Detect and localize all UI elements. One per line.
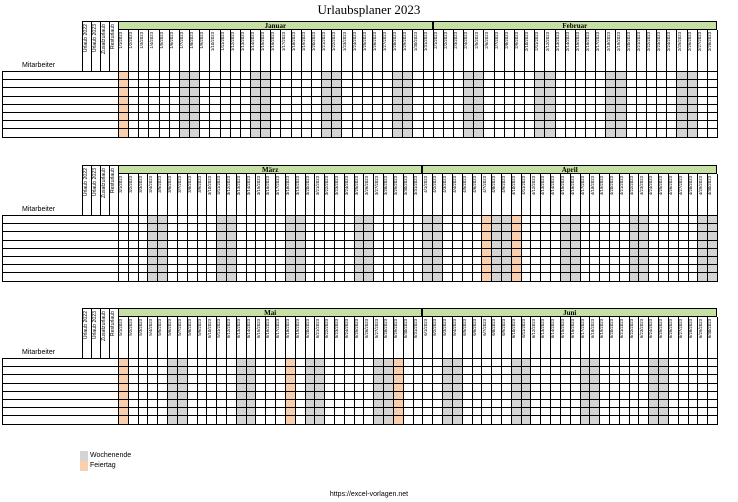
day-label: 1/2/2023	[128, 32, 134, 49]
day-label: 5/28/2023	[383, 319, 389, 339]
month-header: März	[118, 165, 422, 174]
row-line	[2, 383, 718, 384]
legend-holiday: Feiertag	[90, 462, 116, 469]
day-label: 4/3/2023	[442, 176, 448, 193]
day-label: 5/22/2023	[324, 319, 330, 339]
day-label: 6/15/2023	[560, 319, 566, 339]
day-label: 1/10/2023	[209, 32, 215, 52]
day-label: 1/28/2023	[392, 32, 398, 52]
day-label: 4/5/2023	[461, 176, 467, 193]
header-bottom-line	[82, 215, 718, 216]
day-label: 6/2/2023	[432, 319, 438, 336]
holiday-swatch	[80, 461, 88, 471]
row-line	[2, 407, 718, 408]
day-label: 2/7/2023	[493, 32, 499, 49]
day-label: 1/6/2023	[168, 32, 174, 49]
summary-column-label: Zusatzurlaub	[101, 168, 107, 198]
day-label: 2/24/2023	[666, 32, 672, 52]
row-line	[2, 128, 718, 129]
day-label: 2/2/2023	[443, 32, 449, 49]
day-label: 3/29/2023	[393, 176, 399, 196]
day-label: 5/20/2023	[304, 319, 310, 339]
day-label: 5/5/2023	[157, 319, 163, 336]
employee-row[interactable]	[2, 272, 82, 280]
planner-block	[0, 21, 738, 151]
day-label: 6/27/2023	[677, 319, 683, 339]
day-label: 1/5/2023	[158, 32, 164, 49]
day-label: 2/28/2023	[707, 32, 713, 52]
day-label: 5/6/2023	[167, 319, 173, 336]
day-label: 1/26/2023	[372, 32, 377, 52]
day-label: 2/13/2023	[554, 32, 560, 52]
day-label: 2/20/2023	[625, 32, 631, 52]
month-header: April	[422, 165, 717, 174]
employee-header: Mitarbeiter	[22, 349, 56, 356]
day-label: 6/12/2023	[530, 319, 536, 339]
month-header: Januar	[118, 21, 433, 30]
day-label: 3/28/2023	[383, 176, 389, 196]
employee-row[interactable]	[2, 87, 82, 95]
day-label: 4/29/2023	[697, 176, 703, 196]
day-label: 1/4/2023	[148, 32, 154, 49]
day-label: 3/24/2023	[344, 176, 350, 196]
day-label: 5/14/2023	[245, 319, 251, 339]
day-label: 6/1/2023	[422, 319, 428, 336]
day-label: 2/11/2023	[534, 32, 540, 51]
summary-column-label: Urlaub 2022	[83, 24, 89, 53]
day-label: 1/25/2023	[361, 32, 367, 52]
day-label: 6/11/2023	[520, 319, 526, 338]
day-label: 2/22/2023	[646, 32, 652, 52]
day-label: 5/8/2023	[186, 319, 192, 336]
summary-column-label: Urlaub 2023	[92, 168, 98, 197]
day-label: 4/23/2023	[638, 176, 644, 196]
day-label: 6/7/2023	[481, 319, 487, 336]
day-label: 6/13/2023	[540, 319, 546, 339]
employee-row[interactable]	[2, 358, 82, 366]
day-label: 5/13/2023	[236, 319, 242, 339]
employee-row[interactable]	[2, 256, 82, 264]
summary-column-label: Urlaub 2022	[83, 168, 89, 197]
employee-row[interactable]	[2, 112, 82, 120]
day-label: 2/8/2023	[503, 32, 509, 49]
employee-row[interactable]	[2, 383, 82, 391]
day-label: 6/4/2023	[452, 319, 458, 336]
row-line	[2, 272, 718, 273]
employee-row[interactable]	[2, 96, 82, 104]
day-label: 2/23/2023	[656, 32, 662, 52]
day-label: 5/18/2023	[285, 319, 291, 339]
day-label: 4/12/2023	[530, 176, 536, 196]
day-label: 4/17/2023	[579, 176, 585, 196]
row-line	[2, 120, 718, 121]
day-label: 3/9/2023	[196, 176, 202, 193]
day-label: 5/15/2023	[255, 319, 261, 339]
day-label: 3/2/2023	[128, 176, 134, 193]
month-header: Mai	[118, 308, 422, 317]
row-line	[2, 223, 718, 224]
employee-row[interactable]	[2, 407, 82, 415]
employee-row[interactable]	[2, 374, 82, 382]
day-label: 1/18/2023	[290, 32, 296, 52]
employee-row[interactable]	[2, 240, 82, 248]
day-label: 5/21/2023	[314, 319, 320, 339]
employee-row[interactable]	[2, 248, 82, 256]
day-label: 4/19/2023	[599, 176, 605, 196]
day-label: 2/10/2023	[524, 32, 530, 52]
day-label: 1/16/2023	[270, 32, 276, 52]
row-line	[2, 240, 718, 241]
day-label: 6/14/2023	[550, 319, 556, 339]
day-label: 2/12/2023	[544, 32, 550, 52]
day-label: 3/5/2023	[157, 176, 163, 193]
day-label: 3/8/2023	[186, 176, 192, 193]
employee-header: Mitarbeiter	[22, 62, 56, 69]
day-label: 5/16/2023	[265, 319, 271, 339]
day-label: 1/29/2023	[402, 32, 408, 52]
day-label: 6/17/2023	[579, 319, 585, 339]
day-label: 4/14/2023	[550, 176, 556, 196]
day-label: 3/14/2023	[245, 176, 251, 196]
day-label: 1/31/2023	[422, 32, 428, 52]
summary-column-label: Resturlaub	[110, 311, 116, 337]
day-label: 4/2/2023	[432, 176, 438, 193]
day-label: 6/16/2023	[569, 319, 575, 339]
employee-row[interactable]	[2, 120, 82, 128]
day-label: 3/19/2023	[294, 176, 300, 196]
day-label: 2/27/2023	[696, 32, 702, 52]
day-label: 4/16/2023	[569, 176, 575, 196]
day-label: 1/8/2023	[189, 32, 195, 49]
day-label: 6/5/2023	[461, 319, 467, 336]
day-label: 5/26/2023	[363, 319, 369, 339]
row-line	[2, 264, 718, 265]
day-label: 5/17/2023	[275, 319, 281, 339]
summary-column-label: Zusatzurlaub	[101, 311, 107, 341]
day-label: 2/16/2023	[585, 32, 591, 52]
day-label: 6/8/2023	[491, 319, 497, 336]
row-line	[2, 415, 718, 416]
day-label: 6/3/2023	[442, 319, 448, 336]
employee-row[interactable]	[2, 71, 82, 79]
employee-row[interactable]	[2, 264, 82, 272]
day-label: 1/27/2023	[382, 32, 388, 52]
day-label: 5/27/2023	[373, 319, 379, 339]
day-label: 3/20/2023	[304, 176, 310, 196]
row-line	[2, 248, 718, 249]
day-label: 2/1/2023	[432, 32, 438, 49]
day-label: 1/17/2023	[280, 32, 286, 52]
employee-row[interactable]	[2, 128, 82, 136]
day-label: 1/23/2023	[341, 32, 347, 52]
row-line	[2, 112, 718, 113]
row-line	[2, 87, 718, 88]
day-label: 3/23/2023	[334, 176, 340, 196]
day-label: 2/5/2023	[473, 32, 479, 49]
day-label: 6/9/2023	[501, 319, 507, 336]
header-top-line	[82, 165, 118, 166]
day-label: 3/27/2023	[373, 176, 379, 196]
day-label: 4/26/2023	[668, 176, 674, 196]
day-label: 1/19/2023	[300, 32, 306, 52]
row-line	[2, 79, 718, 80]
summary-column-label: Urlaub 2023	[92, 24, 98, 53]
day-label: 4/25/2023	[658, 176, 664, 196]
legend-weekend: Wochenende	[90, 452, 132, 459]
day-label: 3/18/2023	[285, 176, 291, 196]
day-label: 2/9/2023	[514, 32, 520, 49]
day-label: 4/28/2023	[687, 176, 693, 196]
row-line	[2, 399, 718, 400]
day-label: 4/11/2023	[520, 176, 526, 195]
day-label: 3/30/2023	[402, 176, 408, 196]
day-label: 2/18/2023	[605, 32, 611, 52]
day-label: 3/6/2023	[167, 176, 173, 193]
day-label: 4/24/2023	[648, 176, 654, 196]
row-line	[2, 104, 718, 105]
day-label: 3/1/2023	[118, 176, 124, 193]
day-label: 3/17/2023	[275, 176, 281, 196]
day-label: 1/22/2023	[331, 32, 337, 52]
day-label: 5/9/2023	[196, 319, 202, 336]
employee-row[interactable]	[2, 104, 82, 112]
weekend-swatch	[80, 451, 88, 461]
day-label: 1/14/2023	[250, 32, 256, 52]
day-label: 1/11/2023	[219, 32, 225, 51]
day-label: 3/4/2023	[147, 176, 153, 193]
day-label: 3/16/2023	[265, 176, 271, 196]
day-label: 5/24/2023	[344, 319, 350, 339]
day-label: 6/21/2023	[619, 319, 624, 339]
day-label: 6/20/2023	[609, 319, 615, 339]
summary-column-label: Urlaub 2023	[92, 311, 98, 340]
employee-row[interactable]	[2, 79, 82, 87]
day-label: 1/9/2023	[199, 32, 205, 49]
day-label: 1/7/2023	[179, 32, 185, 49]
day-label: 6/26/2023	[668, 319, 674, 339]
summary-column-label: Resturlaub	[110, 168, 116, 194]
day-label: 6/6/2023	[471, 319, 477, 336]
day-label: 1/13/2023	[240, 32, 246, 52]
month-header: Februar	[433, 21, 717, 30]
employee-row[interactable]	[2, 223, 82, 231]
row-line	[2, 281, 718, 282]
day-label: 4/21/2023	[619, 176, 624, 196]
day-label: 4/20/2023	[609, 176, 615, 196]
day-label: 3/10/2023	[206, 176, 212, 196]
planner-block	[0, 308, 738, 438]
day-label: 2/21/2023	[635, 32, 641, 52]
employee-row[interactable]	[2, 231, 82, 239]
day-label: 6/28/2023	[687, 319, 693, 339]
day-label: 2/19/2023	[615, 32, 621, 52]
day-label: 2/14/2023	[564, 32, 570, 52]
header-bottom-line	[82, 358, 718, 359]
day-label: 2/3/2023	[453, 32, 459, 49]
planner-block	[0, 165, 738, 295]
day-label: 5/25/2023	[353, 319, 359, 339]
day-label: 3/13/2023	[236, 176, 242, 196]
day-label: 4/7/2023	[481, 176, 487, 193]
row-line	[2, 256, 718, 257]
day-label: 1/3/2023	[138, 32, 144, 49]
row-line	[2, 96, 718, 97]
row-line	[2, 137, 718, 138]
day-label: 4/4/2023	[452, 176, 458, 193]
day-label: 4/9/2023	[501, 176, 507, 193]
day-label: 3/22/2023	[324, 176, 330, 196]
day-label: 5/4/2023	[147, 319, 153, 336]
employee-row[interactable]	[2, 366, 82, 374]
summary-column-label: Urlaub 2022	[83, 311, 89, 340]
day-label: 4/22/2023	[628, 176, 634, 196]
day-label: 4/15/2023	[560, 176, 566, 196]
day-label: 5/30/2023	[402, 319, 408, 339]
month-header: Juni	[422, 308, 717, 317]
day-label: 5/31/2023	[412, 319, 418, 339]
day-label: 6/23/2023	[638, 319, 644, 339]
row-line	[2, 424, 718, 425]
employee-row[interactable]	[2, 415, 82, 423]
employee-row[interactable]	[2, 399, 82, 407]
day-label: 5/12/2023	[226, 319, 232, 339]
row-line	[2, 374, 718, 375]
day-label: 3/21/2023	[314, 176, 320, 196]
day-label: 6/10/2023	[510, 319, 516, 339]
summary-column-label: Zusatzurlaub	[101, 24, 107, 54]
day-label: 1/20/2023	[311, 32, 317, 52]
day-label: 4/13/2023	[540, 176, 546, 196]
day-label: 2/6/2023	[483, 32, 489, 49]
row-line	[2, 366, 718, 367]
day-label: 3/26/2023	[363, 176, 369, 196]
day-label: 1/30/2023	[412, 32, 418, 52]
day-label: 2/17/2023	[595, 32, 601, 52]
day-label: 5/29/2023	[393, 319, 399, 339]
day-label: 1/24/2023	[351, 32, 357, 52]
day-label: 5/7/2023	[177, 319, 183, 336]
day-label: 5/19/2023	[294, 319, 300, 339]
day-label: 3/15/2023	[255, 176, 261, 196]
employee-header: Mitarbeiter	[22, 206, 56, 213]
day-label: 4/27/2023	[677, 176, 683, 196]
summary-column-label: Resturlaub	[110, 24, 116, 50]
day-label: 3/11/2023	[216, 176, 222, 195]
row-line	[2, 391, 718, 392]
employee-row[interactable]	[2, 215, 82, 223]
day-label: 6/25/2023	[658, 319, 664, 339]
day-label: 6/29/2023	[697, 319, 703, 339]
page-title: Urlaubsplaner 2023	[317, 2, 421, 17]
footer-url[interactable]: https://excel-vorlagen.net	[329, 491, 409, 498]
day-label: 4/1/2023	[422, 176, 428, 193]
day-label: 1/12/2023	[229, 32, 235, 52]
day-label: 6/24/2023	[648, 319, 654, 339]
day-label: 3/25/2023	[353, 176, 359, 196]
day-label: 3/12/2023	[226, 176, 232, 196]
day-label: 5/3/2023	[137, 319, 143, 336]
day-label: 5/2/2023	[128, 319, 134, 336]
day-label: 2/15/2023	[575, 32, 581, 52]
header-top-line	[82, 21, 118, 22]
day-label: 1/15/2023	[260, 32, 266, 52]
employee-row[interactable]	[2, 391, 82, 399]
day-label: 1/21/2023	[321, 32, 327, 52]
day-label: 3/31/2023	[412, 176, 418, 196]
day-label: 4/18/2023	[589, 176, 595, 196]
header-top-line	[82, 308, 118, 309]
day-label: 5/11/2023	[216, 319, 222, 338]
header-bottom-line	[82, 71, 718, 72]
day-label: 4/30/2023	[707, 176, 713, 196]
day-label: 3/3/2023	[137, 176, 143, 193]
day-label: 2/4/2023	[463, 32, 469, 49]
day-label: 1/1/2023	[118, 32, 124, 49]
day-label: 6/19/2023	[599, 319, 605, 339]
day-label: 3/7/2023	[177, 176, 183, 193]
day-label: 6/22/2023	[628, 319, 634, 339]
day-label: 4/8/2023	[491, 176, 497, 193]
day-label: 2/25/2023	[676, 32, 682, 52]
day-label: 5/1/2023	[118, 319, 124, 336]
day-label: 4/10/2023	[510, 176, 516, 196]
day-label: 5/23/2023	[334, 319, 340, 339]
day-label: 6/30/2023	[707, 319, 713, 339]
day-label: 4/6/2023	[471, 176, 477, 193]
row-line	[2, 231, 718, 232]
day-label: 6/18/2023	[589, 319, 595, 339]
day-label: 5/10/2023	[206, 319, 212, 339]
day-label: 2/26/2023	[686, 32, 692, 52]
